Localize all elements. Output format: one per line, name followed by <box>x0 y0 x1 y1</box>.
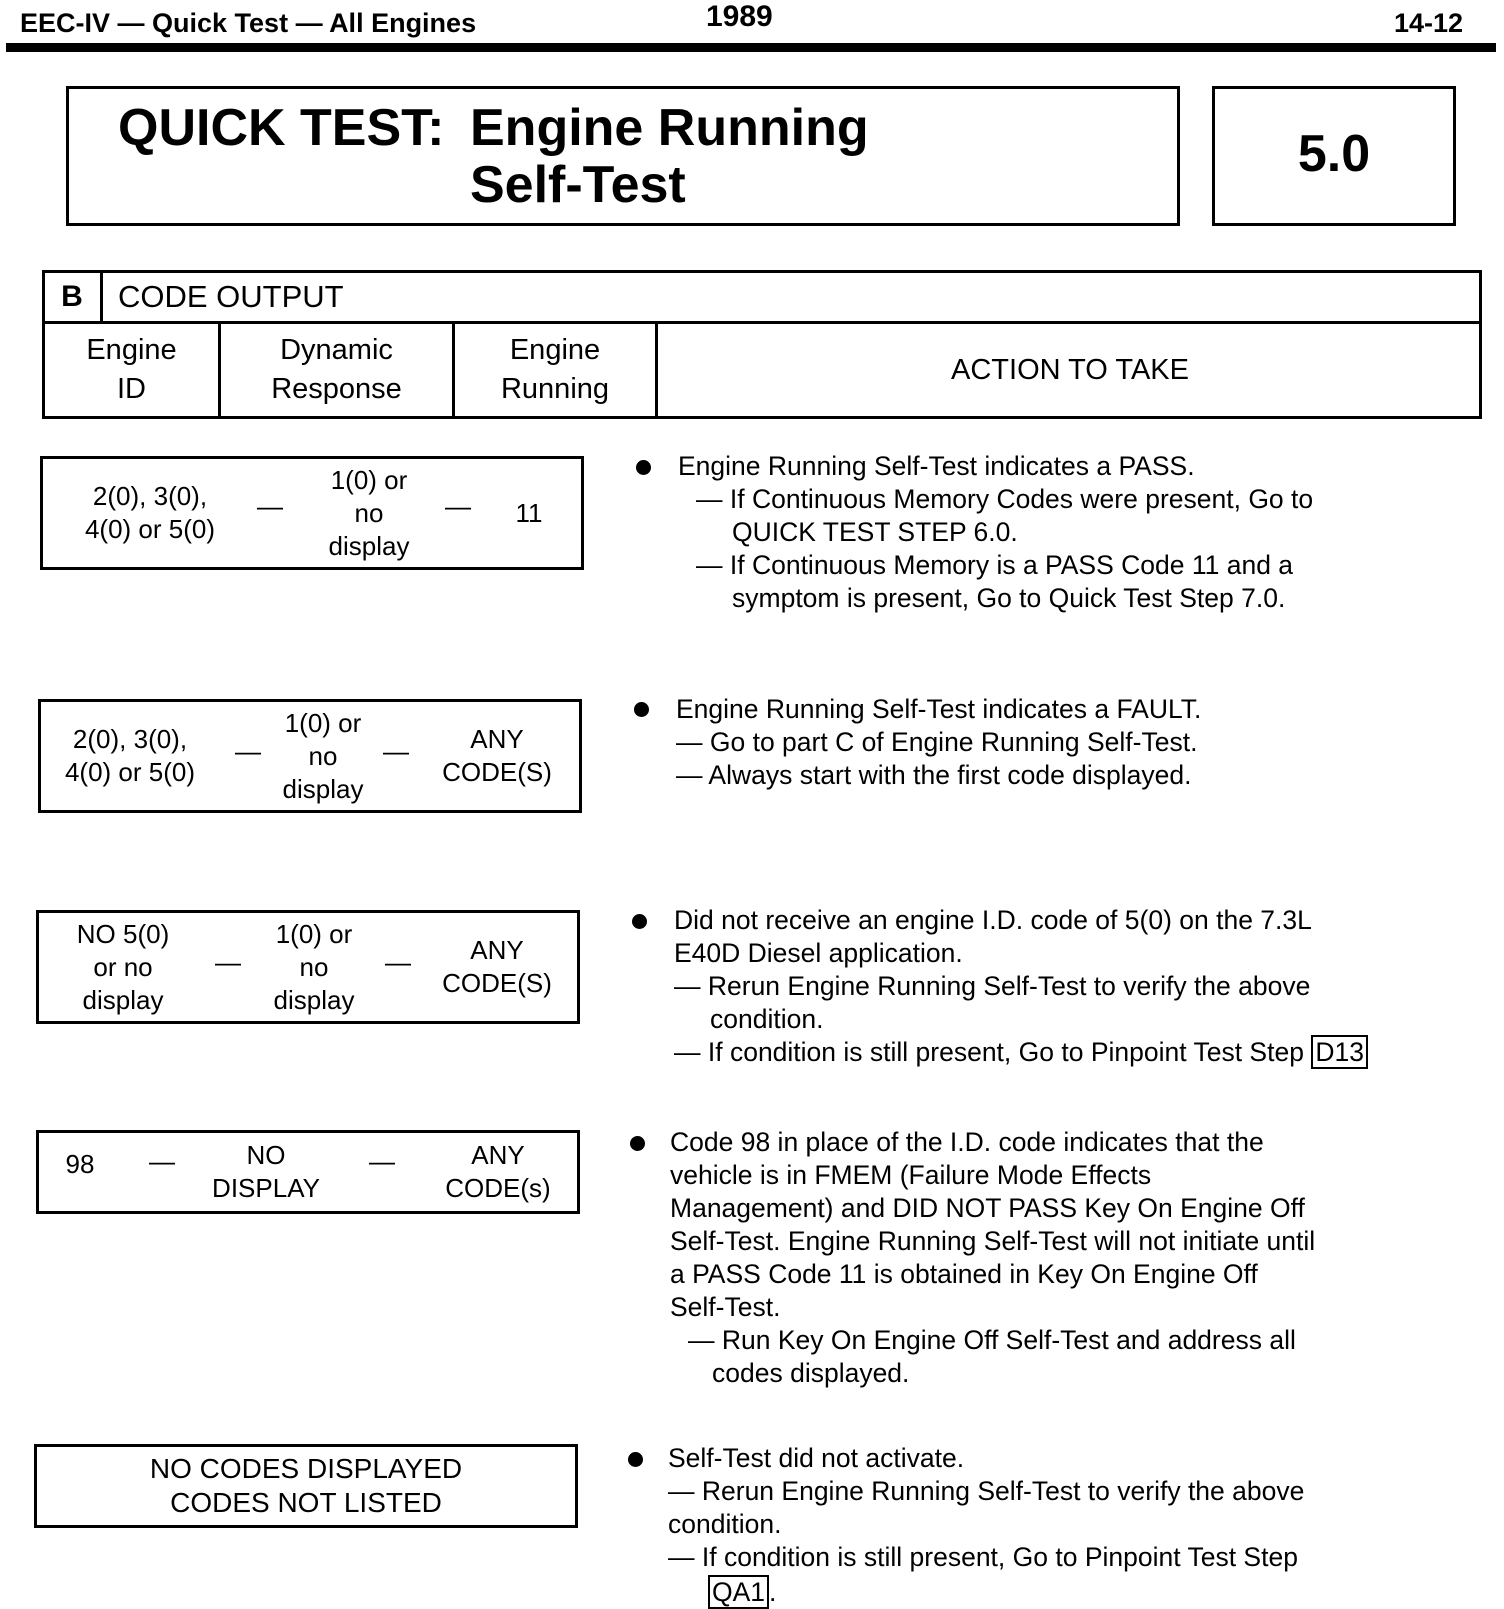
action-lead-line: Code 98 in place of the I.D. code indicates that the <box>670 1127 1264 1157</box>
action-row-3 <box>674 904 1368 1069</box>
separator-dash: — <box>257 491 283 521</box>
dynamic-line: 1(0) or <box>330 464 408 495</box>
section-title: CODE OUTPUT <box>118 279 344 314</box>
code-box-row-1 <box>40 456 584 570</box>
code-box-row-2 <box>38 699 582 813</box>
action-row-5 <box>668 1442 1304 1609</box>
col-dynamic-line2: Response <box>271 373 402 405</box>
col-dynamic-line1: Dynamic <box>280 334 393 366</box>
dynamic-line: no <box>308 740 338 771</box>
engine-id-line: or no <box>93 951 153 982</box>
title-line-1: Engine Running <box>470 99 869 157</box>
dynamic-line: no <box>354 497 384 528</box>
engine-id-line: NO 5(0) <box>76 918 170 949</box>
action-row-1 <box>678 450 1313 615</box>
engine-id-cell <box>45 702 215 810</box>
bullet-icon <box>628 1452 643 1467</box>
action-lead-line: Self-Test. Engine Running Self-Test will not initiate until <box>670 1226 1316 1256</box>
title-label: QUICK TEST: <box>118 99 445 157</box>
engine-id-cell <box>45 1133 115 1195</box>
pinpoint-ref-qa1[interactable]: QA1 <box>708 1575 769 1609</box>
action-sub-line: — Run Key On Engine Off Self-Test and address all <box>688 1325 1296 1355</box>
engine-id-line: 4(0) or 5(0) <box>84 514 216 544</box>
code-box-row-4 <box>36 1130 580 1214</box>
engine-running-cell <box>477 459 581 567</box>
action-sub-line: — Rerun Engine Running Self-Test to verify the above <box>674 971 1311 1001</box>
action-lead-line: Self-Test. <box>670 1292 781 1322</box>
action-sub-line: — If Continuous Memory Codes were present, Go to <box>696 484 1314 514</box>
action-lead-line: a PASS Code 11 is obtained in Key On Engine Off <box>670 1259 1258 1289</box>
action-sub-line: — If condition is still present, Go to Pinpoint Test Step <box>668 1542 1298 1572</box>
bullet-icon <box>632 914 647 929</box>
code-box-row-5 <box>34 1444 578 1528</box>
engine-id-line: 2(0), 3(0), <box>92 481 208 511</box>
action-sub-text: — If condition is still present, Go to Pinpoint Test Step <box>674 1037 1304 1067</box>
column-header-dynamic-response <box>221 324 452 416</box>
engine-id-cell <box>47 459 253 567</box>
separator-dash: — <box>385 947 411 977</box>
separator-dash: — <box>383 736 409 766</box>
running-line: 11 <box>515 497 543 528</box>
engine-id-line: 4(0) or 5(0) <box>64 757 196 787</box>
dynamic-line: NO <box>246 1140 286 1170</box>
dynamic-line: display <box>328 530 410 561</box>
header-year: 1989 <box>706 0 773 33</box>
dynamic-line: DISPLAY <box>212 1173 320 1203</box>
running-line: CODE(S) <box>442 968 552 998</box>
column-header-engine-running <box>455 324 655 416</box>
column-header-engine-id <box>45 324 218 416</box>
separator-dash: — <box>445 491 471 521</box>
bullet-icon <box>630 1136 645 1151</box>
header-page-number: 14-12 <box>1394 8 1464 38</box>
separator-dash: — <box>369 1146 395 1176</box>
engine-running-cell <box>417 913 577 1021</box>
section-letter: B <box>44 273 103 321</box>
action-sub-line: codes displayed. <box>712 1358 910 1388</box>
header-rule <box>6 43 1496 52</box>
header-title: EEC-IV — Quick Test — All Engines <box>20 8 477 38</box>
dynamic-response-cell <box>181 1133 351 1211</box>
running-line: CODE(s) <box>445 1173 551 1203</box>
pinpoint-ref-d13[interactable]: D13 <box>1311 1035 1368 1069</box>
dynamic-response-cell <box>249 913 379 1021</box>
action-lead: Engine Running Self-Test indicates a PASS. <box>678 451 1195 481</box>
action-row-2 <box>676 693 1201 792</box>
action-sub-line: condition. <box>668 1509 782 1539</box>
dynamic-line: display <box>282 773 364 804</box>
engine-running-cell <box>423 1133 573 1211</box>
running-line: ANY <box>470 724 524 754</box>
title-line-2: Self-Test <box>470 156 686 214</box>
col-engine-id-line1: Engine <box>86 334 177 366</box>
separator-dash: — <box>215 947 241 977</box>
action-sub-line: symptom is present, Go to Quick Test Step 7.0. <box>732 583 1286 613</box>
engine-running-cell <box>417 702 577 810</box>
col-engine-id-line2: ID <box>117 373 146 405</box>
action-sub <box>678 483 1313 615</box>
dynamic-response-cell <box>289 459 449 567</box>
action-ref-line <box>668 1576 1304 1609</box>
engine-id-line: 98 <box>65 1148 95 1179</box>
dynamic-line: no <box>299 951 329 982</box>
action-sub-line: — Go to part C of Engine Running Self-Test. <box>676 727 1198 757</box>
no-codes-cell <box>37 1447 575 1525</box>
bullet-icon <box>636 460 651 475</box>
action-lead: Engine Running Self-Test indicates a FAULT. <box>676 694 1202 724</box>
action-row-4 <box>670 1126 1315 1390</box>
dynamic-line: 1(0) or <box>275 918 353 949</box>
dynamic-response-cell <box>263 702 383 810</box>
action-sub-line: — If Continuous Memory is a PASS Code 11 and a <box>696 550 1294 580</box>
action-lead-line: E40D Diesel application. <box>674 938 963 968</box>
engine-id-line: display <box>82 984 164 1015</box>
action-ref-end: . <box>769 1577 777 1607</box>
no-codes-line: NO CODES DISPLAYED <box>149 1453 463 1484</box>
action-sub-line-with-ref <box>674 1036 1368 1069</box>
action-sub-line: QUICK TEST STEP 6.0. <box>732 517 1018 547</box>
running-line: CODE(S) <box>442 757 552 787</box>
action-lead-line: Management) and DID NOT PASS Key On Engine Off <box>670 1193 1305 1223</box>
separator-dash: — <box>149 1146 175 1176</box>
engine-id-line: 2(0), 3(0), <box>72 724 188 754</box>
column-header-action: ACTION TO TAKE <box>951 353 1189 386</box>
engine-id-cell <box>43 913 203 1021</box>
dynamic-line: 1(0) or <box>284 707 362 738</box>
no-codes-line: CODES NOT LISTED <box>170 1487 442 1518</box>
running-line: ANY <box>471 1140 525 1170</box>
step-number: 5.0 <box>1297 125 1371 183</box>
action-lead-line: vehicle is in FMEM (Failure Mode Effects <box>670 1160 1152 1190</box>
col-running-line1: Engine <box>509 334 601 366</box>
action-lead: Self-Test did not activate. <box>668 1443 965 1473</box>
action-lead-line: Did not receive an engine I.D. code of 5(0) on the 7.3L <box>674 905 1312 935</box>
code-box-row-3 <box>36 910 580 1024</box>
col-running-line2: Running <box>500 373 610 405</box>
action-sub-line: — Rerun Engine Running Self-Test to verify the above <box>668 1476 1305 1506</box>
dynamic-line: display <box>273 984 355 1015</box>
running-line: ANY <box>470 935 524 965</box>
separator-dash: — <box>235 736 261 766</box>
action-sub-line: condition. <box>710 1004 824 1034</box>
action-sub-line: — Always start with the first code displayed. <box>676 760 1192 790</box>
bullet-icon <box>634 702 649 717</box>
